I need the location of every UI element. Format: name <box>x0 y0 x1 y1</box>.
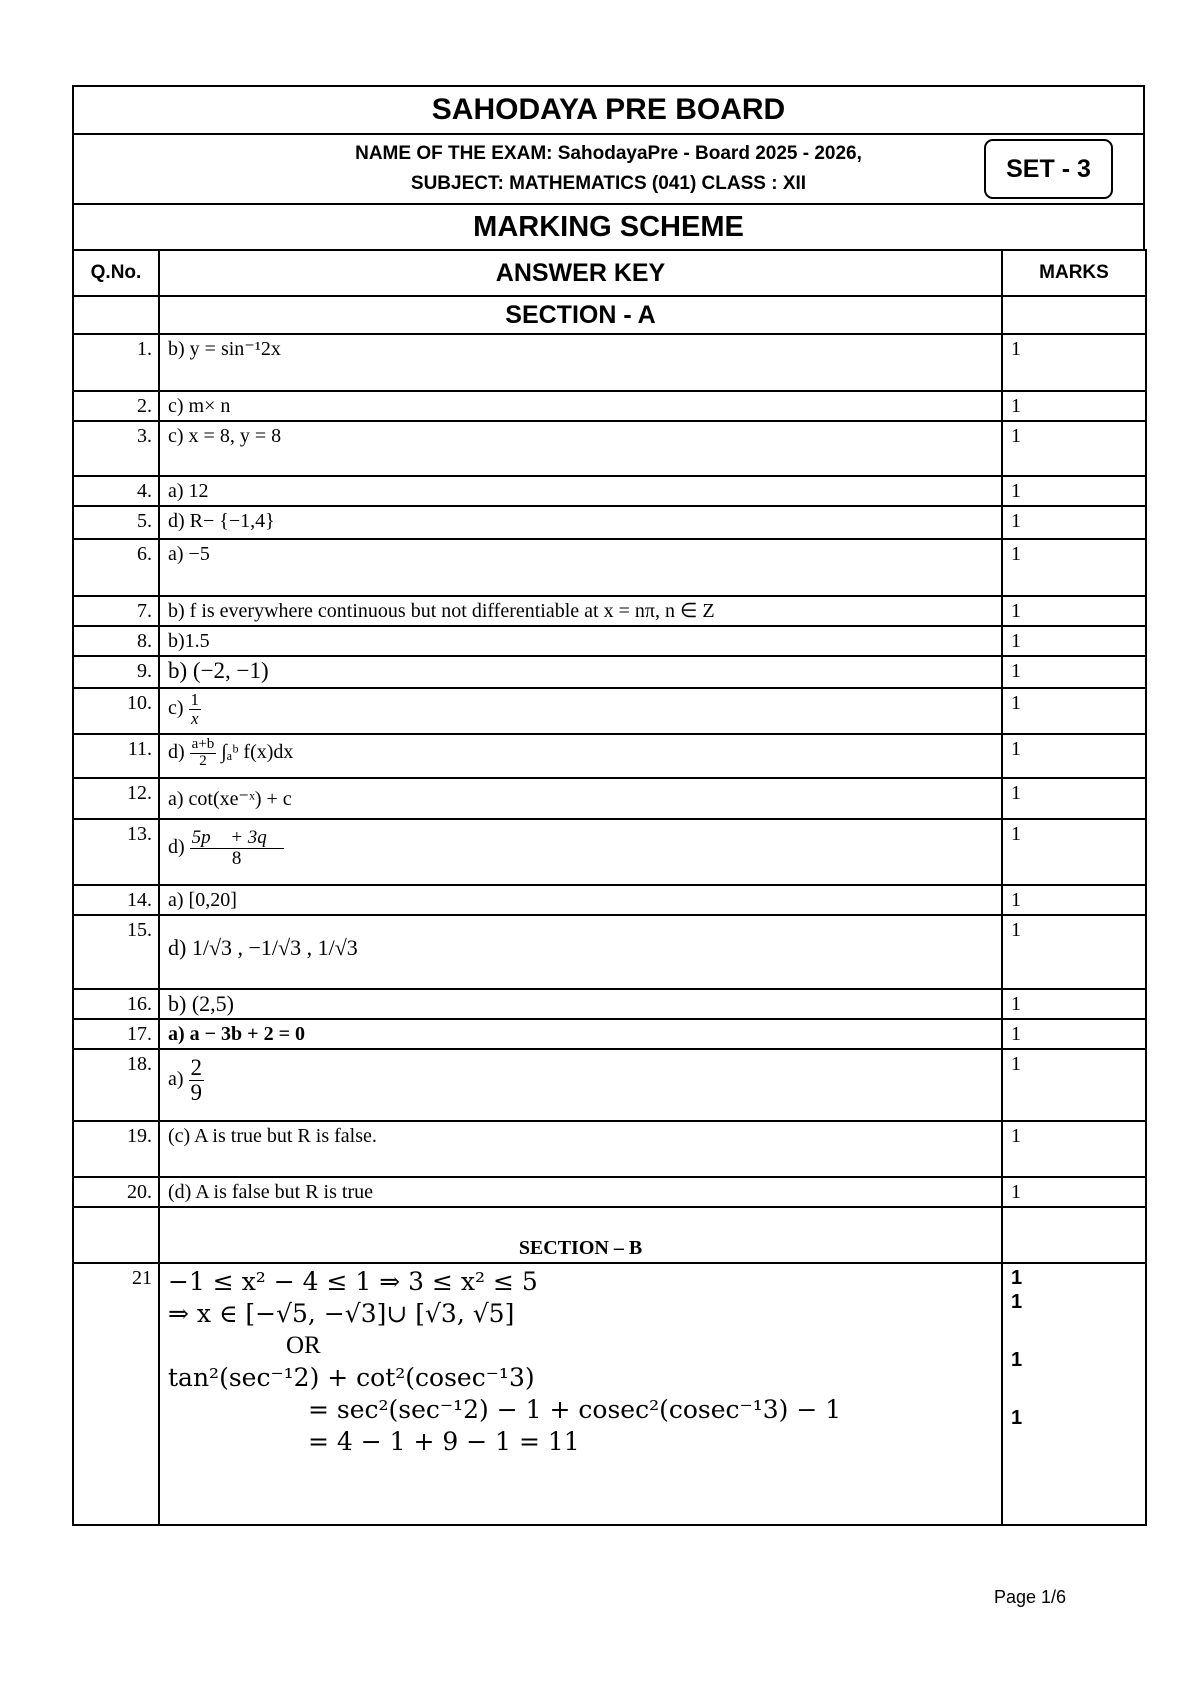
answer-cell: (d) A is false but R is true <box>159 1177 1002 1207</box>
table-row: 13. d) $\frac{5p⃗ + 3q⃗}{8}$ 1 <box>73 819 1146 885</box>
marks-cell: 1 <box>1002 334 1146 391</box>
section-a-row <box>73 296 1146 334</box>
answer-cell: b)1.5 <box>159 626 1002 656</box>
answer-cell: a) cot(xe⁻ˣ) + c <box>159 778 1002 819</box>
marks-cell: 1 <box>1002 421 1146 476</box>
marks-cell: 1 <box>1002 1019 1146 1049</box>
table-row: 18. a) $\frac{2}{9}$ 1 <box>73 1049 1146 1121</box>
page-number: Page 1/6 <box>993 1587 1066 1607</box>
marks-cell: 1 <box>1002 688 1146 734</box>
exam-details <box>74 135 1143 205</box>
answer-cell: a) [0,20] <box>159 885 1002 915</box>
table-row: 16. b) (2,5) 1 <box>73 989 1146 1019</box>
marks-cell: 1 <box>1002 1049 1146 1121</box>
answer-cell: b) (2,5) <box>159 989 1002 1019</box>
marks-cell: 1 <box>1002 819 1146 885</box>
marks-cell: 1 <box>1002 1177 1146 1207</box>
table-row: 20. (d) A is false but R is true 1 <box>73 1177 1146 1207</box>
answer-cell: a) −5 <box>159 539 1002 596</box>
answer-cell: b) (−2, −1) <box>159 656 1002 688</box>
answer-cell: (c) A is true but R is false. <box>159 1121 1002 1177</box>
answer-cell: a) 12 <box>159 476 1002 506</box>
table-row: 7. b) f is everywhere continuous but not differentiable at x = nπ, n ∈ Z 1 <box>73 596 1146 626</box>
subject-line: SUBJECT: MATHEMATICS (041) CLASS : XII <box>410 173 807 194</box>
table-row: 17. a) a − 3b + 2 = 0 1 <box>73 1019 1146 1049</box>
answer-cell: c) m× n <box>159 391 1002 421</box>
table-row: 15. d) 1/√3 , −1/√3 , 1/√3 1 <box>73 915 1146 989</box>
table-row: 9. b) (−2, −1) 1 <box>73 656 1146 688</box>
header-box <box>72 85 1145 251</box>
exam-title: SAHODAYA PRE BOARD <box>74 87 1143 135</box>
answer-cell: c) $\frac{1}{x}$ <box>159 688 1002 734</box>
qno-header: Q.No. <box>73 250 159 296</box>
answer-cell: d) 1/√3 , −1/√3 , 1/√3 <box>159 915 1002 989</box>
table-row: 19. (c) A is true but R is false. 1 <box>73 1121 1146 1177</box>
set-badge: SET - 3 <box>984 139 1113 199</box>
table-row: 2. c) m× n 1 <box>73 391 1146 421</box>
marks-cell: 1 <box>1002 391 1146 421</box>
section-b-row <box>73 1207 1146 1263</box>
marking-scheme-title: MARKING SCHEME <box>473 211 744 243</box>
marks-cell: 1 <box>1002 1121 1146 1177</box>
answer-cell: b) f is everywhere continuous but not differentiable at x = nπ, n ∈ Z <box>159 596 1002 626</box>
marks-cell: 1 <box>1002 734 1146 778</box>
answer-cell: c) x = 8, y = 8 <box>159 421 1002 476</box>
marks-cell: 1 <box>1002 596 1146 626</box>
answer-cell: d) R− {−1,4} <box>159 506 1002 539</box>
marks-cell-21: 1 1 1 1 <box>1002 1263 1146 1525</box>
section-b-heading: SECTION – B <box>159 1207 1002 1263</box>
answer-cell: a) $\frac{2}{9}$ <box>159 1049 1002 1121</box>
table-row: 12. a) cot(xe⁻ˣ) + c 1 <box>73 778 1146 819</box>
answer-cell: a) a − 3b + 2 = 0 <box>159 1019 1002 1049</box>
table-row: 14. a) [0,20] 1 <box>73 885 1146 915</box>
marks-cell: 1 <box>1002 506 1146 539</box>
marks-cell: 1 <box>1002 885 1146 915</box>
answer-table <box>72 249 1147 1526</box>
table-row: 8. b)1.5 1 <box>73 626 1146 656</box>
table-row: 1. b) y = sin⁻¹2x 1 <box>73 334 1146 391</box>
table-row: 10. c) $\frac{1}{x}$ 1 <box>73 688 1146 734</box>
answer-sheet <box>72 85 1145 1526</box>
answer-cell: d) $\frac{a+b}{2}$ ∫ₐᵇ f(x)dx <box>159 734 1002 778</box>
marks-cell: 1 <box>1002 476 1146 506</box>
marks-cell: 1 <box>1002 778 1146 819</box>
marks-cell: 1 <box>1002 915 1146 989</box>
marks-cell: 1 <box>1002 539 1146 596</box>
section-a-heading: SECTION - A <box>159 296 1002 334</box>
table-row: 21 −1 ≤ x² − 4 ≤ 1 ⇒ 3 ≤ x² ≤ 5 ⇒ x ∈ [−√5, −√3]∪ [√3, √5] OR tan²(sec⁻¹2) + cot²(cosec⁻¹3) = sec²(sec⁻¹2) − 1 + cosec²(cosec⁻¹3) − 1 = 4 − 1 + 9 − 1 = 11 1 1 1 1 <box>73 1263 1146 1525</box>
marks-header: MARKS <box>1002 250 1146 296</box>
marks-cell: 1 <box>1002 626 1146 656</box>
answer-cell-21: −1 ≤ x² − 4 ≤ 1 ⇒ 3 ≤ x² ≤ 5 ⇒ x ∈ [−√5, −√3]∪ [√3, √5] OR tan²(sec⁻¹2) + cot²(cosec⁻¹3) = sec²(sec⁻¹2) − 1 + cosec²(cosec⁻¹3) − 1 = 4 − 1 + 9 − 1 = 11 <box>159 1263 1002 1525</box>
table-row: 4. a) 12 1 <box>73 476 1146 506</box>
answer-cell: d) $\frac{5p⃗ + 3q⃗}{8}$ <box>159 819 1002 885</box>
table-row: 5. d) R− {−1,4} 1 <box>73 506 1146 539</box>
marks-cell: 1 <box>1002 989 1146 1019</box>
answer-key-header: ANSWER KEY <box>159 250 1002 296</box>
table-row: 6. a) −5 1 <box>73 539 1146 596</box>
marks-cell: 1 <box>1002 656 1146 688</box>
answer-cell: b) y = sin⁻¹2x <box>159 334 1002 391</box>
table-row: 3. c) x = 8, y = 8 1 <box>73 421 1146 476</box>
table-row: 11. d) $\frac{a+b}{2}$ ∫ₐᵇ f(x)dx 1 <box>73 734 1146 778</box>
table-header-row <box>73 250 1146 296</box>
exam-name-line: NAME OF THE EXAM: SahodayaPre - Board 2025 - 2026, <box>355 143 862 164</box>
